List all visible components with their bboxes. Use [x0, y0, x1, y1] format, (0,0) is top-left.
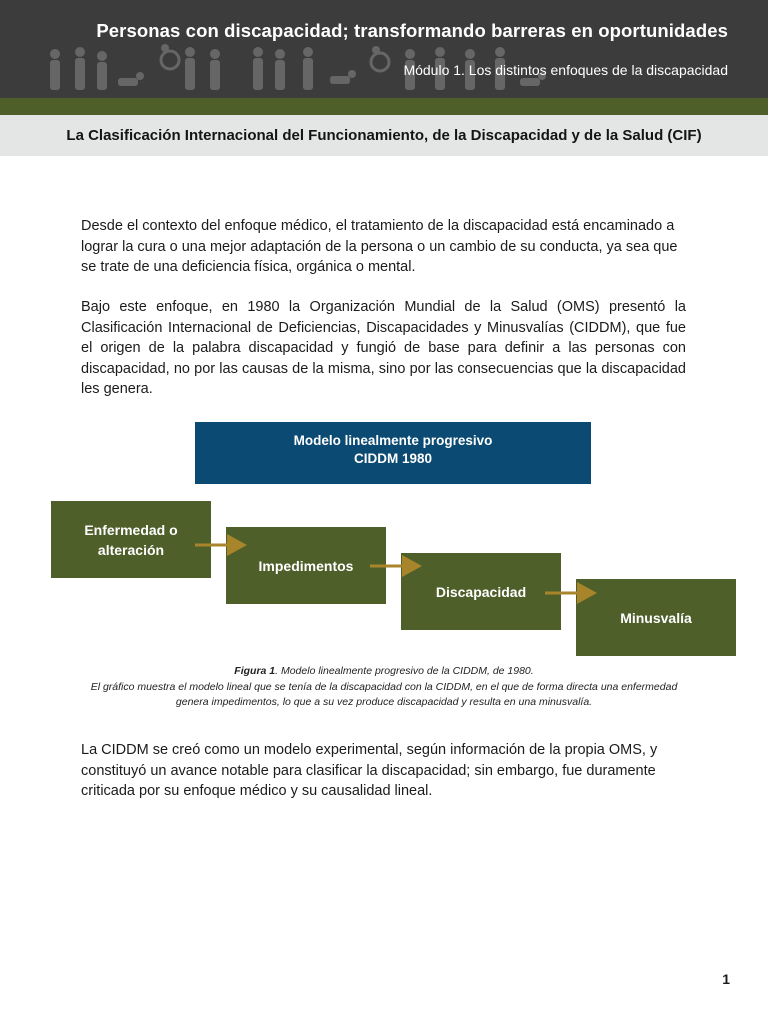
people-with-disabilities-silhouettes-icon: [0, 0, 768, 98]
figure-description: El gráfico muestra el modelo lineal que se tenía de la discapacidad con la CIDDM, en el que de forma directa una enfermedad genera impedimentos, lo que a su vez produce discapacidad y resulta en una minusvalía.: [90, 681, 678, 708]
section-title: La Clasificación Internacional del Funcionamiento, de la Discapacidad y de la Salud (CIF): [66, 127, 702, 144]
figure-caption: [60, 664, 708, 679]
figure-caption-text: . Modelo linealmente progresivo de la CIDDM, de 1980.: [275, 665, 534, 677]
paragraph-1: Desde el contexto del enfoque médico, el tratamiento de la discapacidad está encaminado a lograr la cura o una mejor adaptación de la persona o un cambio de su conducta, ya sea que se trate de una deficiencia física, orgánica o mental.: [81, 218, 678, 275]
paragraph-3: La CIDDM se creó como un modelo experimental, según información de la propia OMS, y constituyó un avance notable para clasificar la discapacidad; sin embargo, fue duramente criticada por su enfoque médico y su causalidad lineal.: [81, 742, 658, 799]
module-subtitle: Módulo 1. Los distintos enfoques de la discapacidad: [403, 62, 728, 78]
page-header: [0, 0, 768, 98]
diagram-title-line1: Modelo linealmente progresivo: [293, 433, 493, 448]
section-banner: [0, 115, 768, 156]
diagram-title-box: [195, 422, 591, 484]
figure-label: Figura 1: [234, 665, 276, 677]
arrow-right-icon: [193, 532, 249, 558]
step-impedimentos: Impedimentos: [226, 527, 386, 604]
document-title: Personas con discapacidad; transformando barreras en oportunidades: [96, 20, 728, 41]
step-enfermedad: Enfermedad o alteración: [51, 501, 211, 578]
page-number: 1: [722, 971, 730, 987]
arrow-right-icon: [368, 553, 424, 579]
step-minusvalia: Minusvalía: [576, 579, 736, 656]
header-accent-band: [0, 98, 768, 115]
step-discapacidad: Discapacidad: [401, 553, 561, 630]
paragraph-2: Bajo este enfoque, en 1980 la Organización Mundial de la Salud (OMS) presentó la Clasificación Internacional de Deficiencias, Discapacidades y Minusvalías (CIDDM), que fue el origen de la palabra discapacidad y fungió de base para definir a las personas con discapacidad, no por las causas de la misma, sino por las consecuencias que la discapacidad les genera.: [81, 299, 686, 397]
diagram-title-line2: CIDDM 1980: [353, 451, 433, 466]
arrow-right-icon: [543, 580, 599, 606]
